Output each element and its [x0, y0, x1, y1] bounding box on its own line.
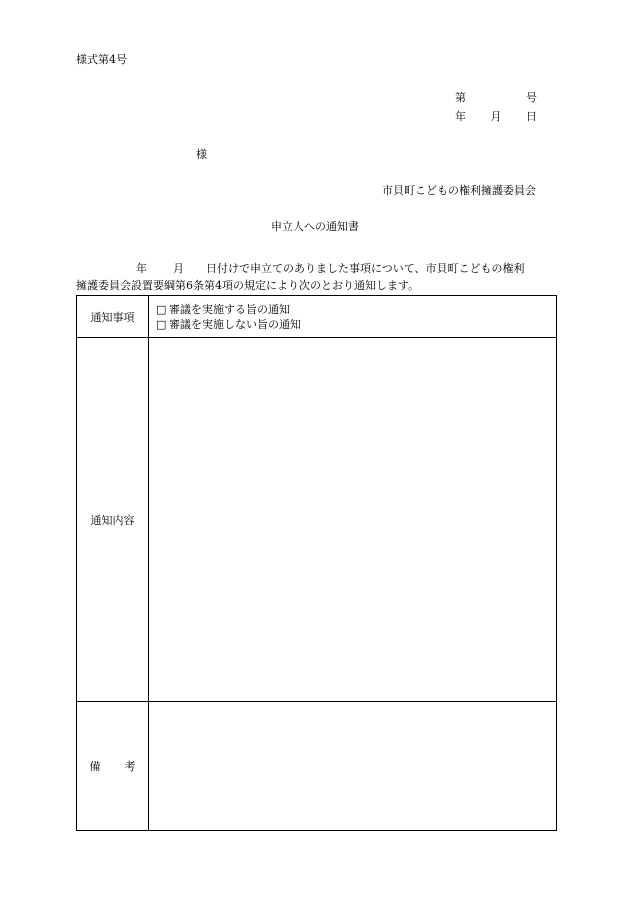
table-row-content [77, 338, 557, 702]
document-date-field [455, 110, 537, 124]
addressee-honorific: 様 [196, 148, 207, 161]
date-year-label: 年 [455, 110, 466, 123]
option-label: 審議を実施する旨の通知 [169, 302, 290, 316]
document-title: 申立人への通知書 [271, 220, 359, 233]
option-conduct-review[interactable] [156, 302, 556, 317]
table-row-remarks [77, 702, 557, 831]
checkbox-icon[interactable]: □ [156, 302, 167, 316]
form-number: 様式第4号 [76, 53, 127, 66]
matter-options [149, 302, 556, 332]
remarks-label-cell [77, 702, 149, 831]
content-field[interactable] [149, 338, 557, 702]
matter-options-cell [149, 296, 557, 338]
remarks-label [90, 758, 136, 774]
date-day-label: 日 [526, 110, 537, 123]
matter-label: 通知事項 [77, 296, 149, 338]
notification-table [76, 295, 557, 831]
date-month-label: 月 [490, 110, 502, 123]
intro-date [76, 262, 206, 276]
doc-number-prefix: 第 [455, 91, 466, 104]
option-label: 審議を実施しない旨の通知 [169, 317, 301, 331]
doc-number-suffix: 号 [526, 91, 537, 104]
remarks-field[interactable] [149, 702, 557, 831]
option-no-review[interactable] [156, 317, 556, 332]
remarks-label-right: 考 [124, 760, 136, 773]
intro-line-1 [76, 262, 555, 276]
checkbox-icon[interactable]: □ [156, 317, 167, 331]
document-number-field [455, 91, 537, 105]
intro-year: 年 [136, 262, 147, 275]
table-row-matter [77, 296, 557, 338]
content-label: 通知内容 [77, 338, 149, 702]
sender-name: 市貝町こどもの権利擁護委員会 [382, 184, 536, 197]
intro-line-2: 擁護委員会設置要綱第6条第4項の規定により次のとおり通知します。 [76, 279, 420, 292]
intro-line-1-text: 日付けで申立てのありました事項について、市貝町こどもの権利 [206, 262, 525, 275]
remarks-label-left: 備 [89, 760, 101, 773]
intro-month: 月 [173, 262, 184, 275]
